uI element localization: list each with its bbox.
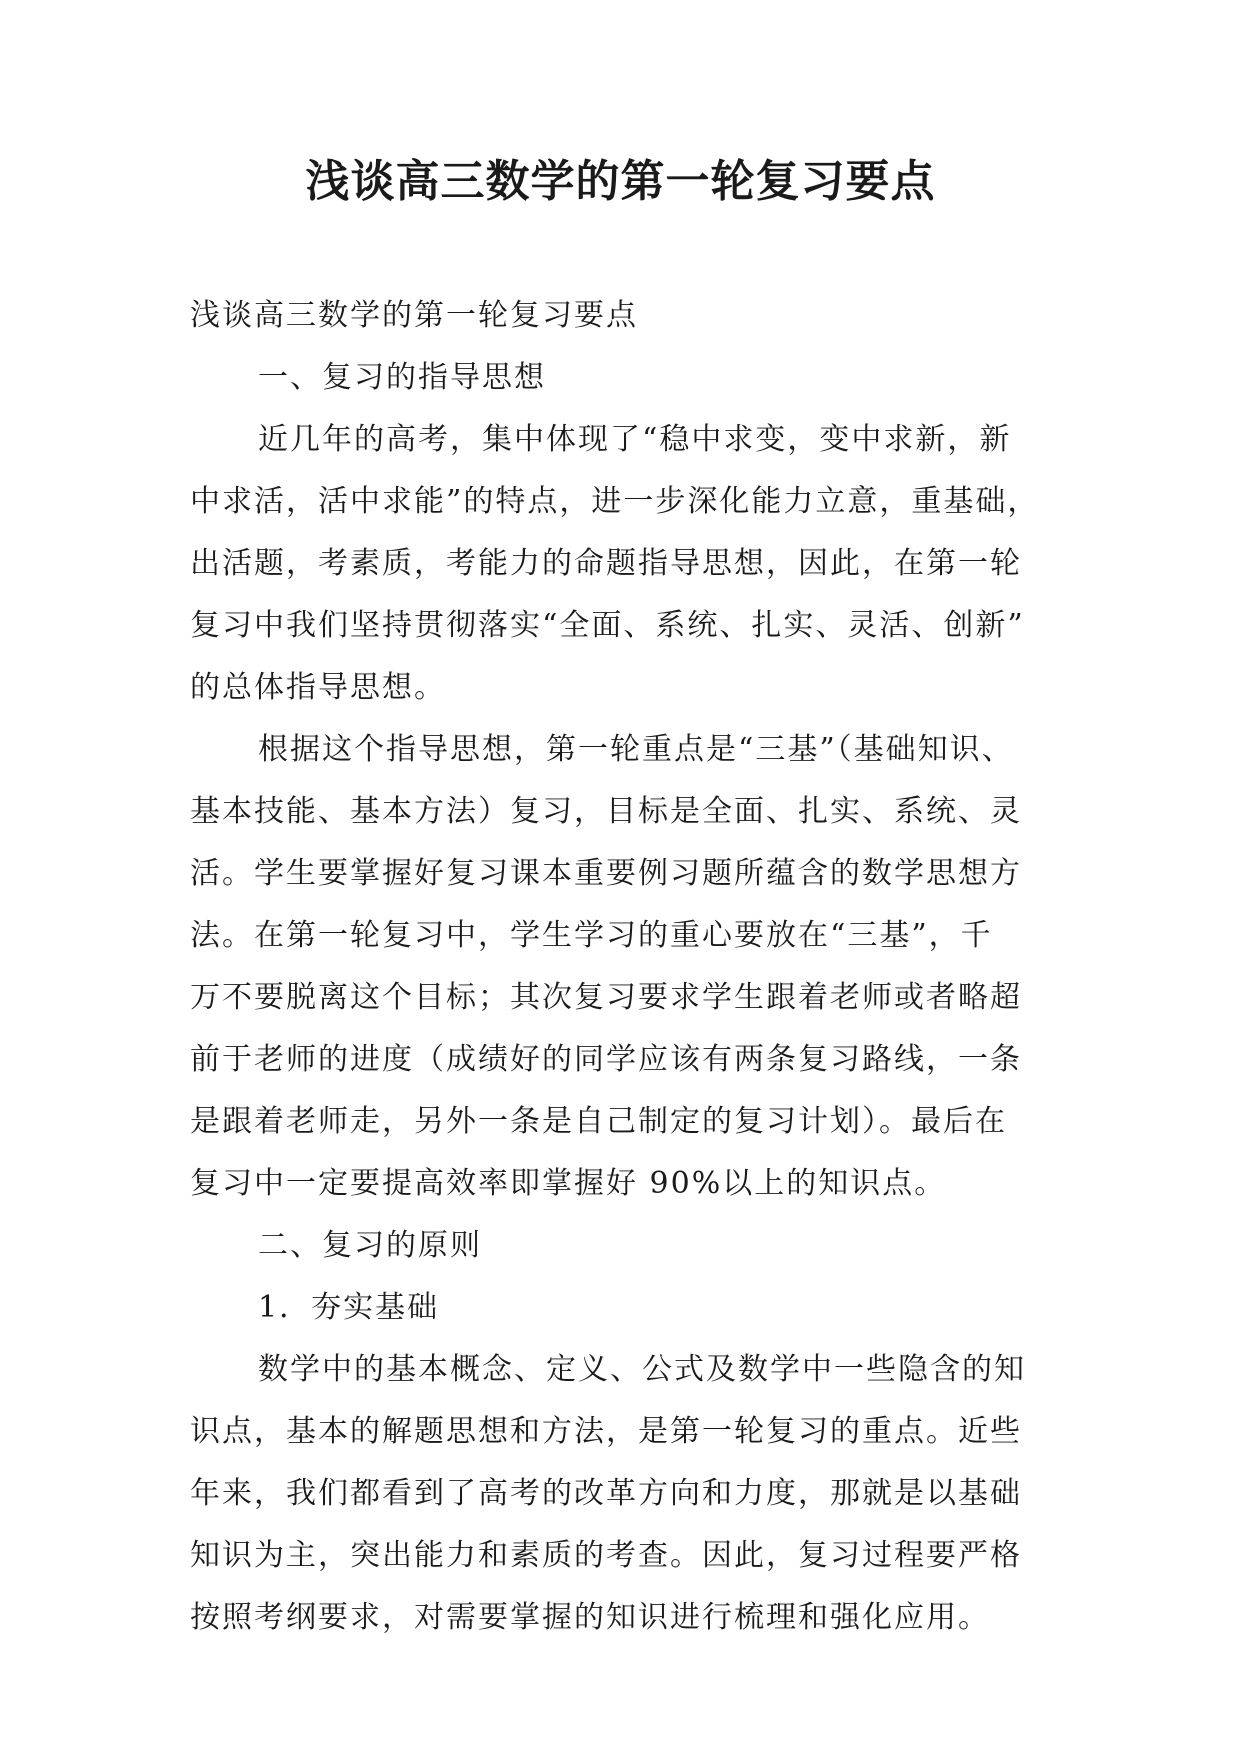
body-line: 近几年的高考，集中体现了“稳中求变，变中求新，新 <box>258 422 1012 457</box>
body-line: 基本技能、基本方法）复习，目标是全面、扎实、系统、灵 <box>190 794 1022 829</box>
section-heading-1: 一、复习的指导思想 <box>258 360 546 395</box>
body-line: 活。学生要掌握好复习课本重要例习题所蕴含的数学思想方 <box>190 856 1022 891</box>
body-line: 法。在第一轮复习中，学生学习的重心要放在“三基”，千 <box>190 918 993 953</box>
body-line: 复习中一定要提高效率即掌握好 90%以上的知识点。 <box>190 1166 947 1201</box>
body-line: 年来，我们都看到了高考的改革方向和力度，那就是以基础 <box>190 1476 1022 1511</box>
body-line: 知识为主，突出能力和素质的考查。因此，复习过程要严格 <box>190 1538 1022 1573</box>
body-line: 的总体指导思想。 <box>190 670 446 705</box>
document-title: 浅谈高三数学的第一轮复习要点 <box>305 156 936 207</box>
body-line: 中求活，活中求能”的特点，进一步深化能力立意，重基础， <box>190 484 1040 519</box>
body-line: 根据这个指导思想，第一轮重点是“三基”（基础知识、 <box>258 732 1014 767</box>
body-line-subtitle: 浅谈高三数学的第一轮复习要点 <box>190 298 638 333</box>
body-line: 是跟着老师走，另外一条是自己制定的复习计划）。最后在 <box>190 1104 1007 1139</box>
body-line: 识点，基本的解题思想和方法，是第一轮复习的重点。近些 <box>190 1414 1022 1449</box>
body-line: 前于老师的进度（成绩好的同学应该有两条复习路线，一条 <box>190 1042 1022 1077</box>
body-line: 按照考纲要求，对需要掌握的知识进行梳理和强化应用。 <box>190 1600 990 1635</box>
section-heading-2: 二、复习的原则 <box>258 1228 482 1263</box>
body-line: 出活题，考素质，考能力的命题指导思想，因此，在第一轮 <box>190 546 1022 581</box>
subsection-heading-1: 1．夯实基础 <box>258 1290 440 1325</box>
body-line: 万不要脱离这个目标；其次复习要求学生跟着老师或者略超 <box>190 980 1022 1015</box>
body-line: 复习中我们坚持贯彻落实“全面、系统、扎实、灵活、创新” <box>190 608 1025 643</box>
document-body <box>190 285 1050 1649</box>
body-line: 数学中的基本概念、定义、公式及数学中一些隐含的知 <box>258 1352 1026 1387</box>
